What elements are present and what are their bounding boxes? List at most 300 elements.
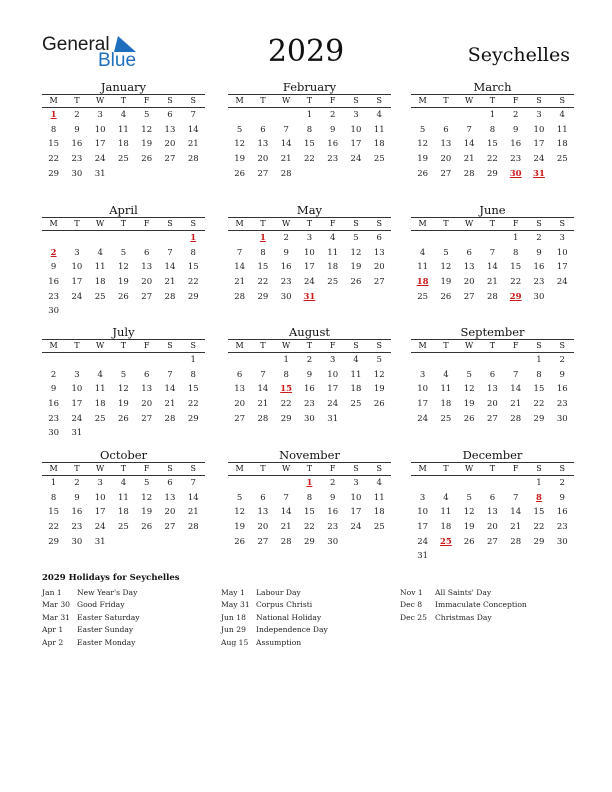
week-row [411,108,574,123]
weekday-label: S [353,464,359,473]
day-cell: 27 [164,154,176,165]
day-cell: 16 [510,139,522,150]
empty-day-cell [321,290,344,305]
day-cell: 1 [489,110,496,120]
month-name: February [282,80,337,94]
weekday-header [228,94,391,108]
day-cell: 3 [419,369,426,380]
week-row [228,108,391,123]
day-cell: 8 [283,369,289,380]
day-cell: 13 [440,139,452,150]
day-cell: 2 [283,233,289,243]
empty-day-cell [112,426,135,441]
day-cell: 13 [164,492,176,503]
day-cell: 6 [167,110,173,120]
day-cell: 9 [512,124,519,135]
month-may [228,203,391,304]
day-cell: 2 [512,110,519,120]
empty-day-cell [89,304,112,319]
day-cell: 18 [373,507,385,518]
holiday-column [400,587,575,624]
day-cell: 15 [187,262,199,273]
day-cell: 3 [97,478,103,488]
day-cell: 14 [510,507,522,518]
holiday-item [221,612,396,624]
day-cell: 25 [350,399,362,410]
weekday-label: T [120,341,127,350]
weekday-label: M [418,464,427,473]
day-cell: 24 [304,277,315,288]
empty-day-cell [368,535,391,550]
day-cell: 16 [48,399,60,410]
empty-day-cell [228,231,251,246]
day-cell: 2 [329,110,336,120]
day-cell: 22 [48,154,60,165]
day-cell: 30 [48,306,60,317]
week-row [228,476,391,491]
day-cell: 1 [512,233,519,243]
day-cell: 26 [234,168,246,179]
day-cell: 11 [440,507,452,518]
day-cell: 12 [118,262,129,273]
week-row [411,397,574,412]
day-cell: 26 [141,522,153,533]
day-cell: 15 [510,262,522,273]
day-cell: 31 [94,536,106,547]
weekday-label: T [489,464,496,473]
day-cell: 23 [556,399,568,410]
empty-day-cell [344,535,367,550]
day-cell: 28 [257,413,269,424]
month-april [42,203,205,319]
day-cell: 9 [74,492,80,503]
day-cell: 20 [487,522,498,533]
weekday-label: F [512,464,519,473]
week-row [228,353,391,368]
week-row [411,137,574,152]
empty-day-cell [504,353,527,368]
weekday-label: T [120,219,127,228]
day-cell: 21 [187,139,199,150]
day-cell: 12 [118,384,129,395]
weekday-label: T [260,464,266,473]
day-cell: 27 [463,291,475,302]
day-cell: 21 [234,277,246,288]
day-cell: 11 [327,247,339,258]
day-cell: 26 [141,154,153,165]
empty-day-cell [551,549,574,564]
day-cell: 4 [97,369,103,380]
week-row [42,290,205,305]
holiday-item [42,624,217,636]
holiday-date: May 1 [221,588,245,597]
holiday-date: May 31 [221,600,250,610]
day-cell: 26 [118,291,129,302]
day-cell: 21 [280,154,292,165]
day-cell: 28 [463,168,475,179]
day-cell: 10 [533,124,545,135]
week-row [411,123,574,138]
day-cell: 2 [329,478,336,488]
holiday-date: Apr 1 [42,625,64,635]
day-cell: 27 [373,277,385,288]
holiday-name: All Saints' Day [435,588,492,597]
day-cell: 16 [327,507,339,518]
weekday-label: F [143,464,150,473]
day-cell: 23 [327,154,339,165]
day-cell: 20 [234,399,246,410]
day-cell: 10 [94,124,106,135]
empty-day-cell [411,353,434,368]
month-june [411,203,574,304]
weekday-label: M [49,464,58,473]
day-cell: 31 [327,413,339,424]
day-cell: 24 [327,399,339,410]
empty-day-cell [298,167,321,182]
day-cell: 8 [50,492,57,503]
day-cell: 12 [234,507,246,518]
year-title: 2029 [267,34,345,69]
empty-day-cell [434,476,457,491]
empty-day-cell [411,476,434,491]
day-cell: 14 [234,262,246,273]
week-row [411,535,574,550]
holiday-day-cell: 1 [259,233,266,243]
day-cell: 16 [533,262,545,273]
day-cell: 25 [94,413,106,424]
empty-day-cell [321,167,344,182]
day-cell: 24 [533,154,545,165]
day-cell: 30 [304,413,315,424]
day-cell: 11 [350,369,362,380]
day-cell: 3 [353,478,359,488]
day-cell: 10 [71,384,83,395]
day-cell: 9 [329,124,336,135]
week-row [228,167,391,182]
day-cell: 30 [48,428,60,439]
day-cell: 22 [187,277,199,288]
weekday-label: S [167,219,173,228]
day-cell: 31 [417,551,429,562]
empty-day-cell [89,426,112,441]
day-cell: 13 [164,124,176,135]
day-cell: 14 [257,384,269,395]
day-cell: 4 [97,247,103,258]
empty-day-cell [275,476,298,491]
week-row [411,549,574,564]
day-cell: 24 [350,154,362,165]
day-cell: 13 [257,507,269,518]
day-cell: 5 [376,355,382,365]
day-cell: 21 [164,277,176,288]
day-cell: 19 [350,262,362,273]
day-cell: 3 [559,233,565,243]
day-cell: 29 [533,413,545,424]
empty-day-cell [368,412,391,427]
week-row [228,290,391,305]
month-july [42,325,205,441]
empty-day-cell [551,167,574,182]
empty-day-cell [158,535,181,550]
logo-general-text: General [42,34,110,55]
day-cell: 4 [419,247,426,258]
weekday-label: S [559,96,565,105]
weekday-label: T [120,464,127,473]
day-cell: 29 [280,413,292,424]
day-cell: 27 [164,522,176,533]
empty-day-cell [458,353,481,368]
day-cell: 13 [141,384,153,395]
day-cell: 5 [443,247,449,258]
day-cell: 7 [489,247,496,258]
weekday-label: T [443,96,449,105]
holiday-date: Apr 2 [42,637,64,647]
day-cell: 26 [463,413,475,424]
day-cell: 25 [118,522,129,533]
month-name: October [99,448,148,462]
day-cell: 17 [327,384,339,395]
empty-day-cell [344,412,367,427]
day-cell: 17 [350,139,362,150]
day-cell: 22 [304,154,315,165]
day-cell: 16 [48,277,60,288]
empty-day-cell [158,167,181,182]
week-row [228,260,391,275]
weekday-label: T [120,96,127,105]
day-cell: 2 [306,355,313,365]
weekday-header [228,217,391,231]
day-cell: 8 [536,369,542,380]
day-cell: 3 [74,369,80,380]
day-cell: 15 [48,139,60,150]
day-cell: 28 [234,291,246,302]
day-cell: 26 [417,168,429,179]
week-row [411,260,574,275]
day-cell: 4 [120,478,127,488]
holiday-name: Corpus Christi [256,600,313,610]
holiday-date: Dec 25 [400,612,427,622]
day-cell: 18 [118,507,129,518]
day-cell: 29 [487,168,498,179]
week-row [228,535,391,550]
month-october [42,448,205,549]
weekday-label: S [190,341,196,350]
empty-day-cell [551,290,574,305]
weekday-label: T [74,464,80,473]
day-cell: 7 [190,110,196,120]
day-cell: 13 [487,384,498,395]
day-cell: 13 [257,139,269,150]
empty-day-cell [112,304,135,319]
empty-day-cell [434,108,457,123]
day-cell: 4 [443,369,449,380]
day-cell: 1 [306,110,313,120]
week-row [411,167,574,182]
weekday-label: T [489,96,496,105]
weekday-header [411,217,574,231]
day-cell: 24 [556,277,568,288]
week-row [42,505,205,520]
empty-day-cell [42,353,65,368]
weekday-label: T [74,219,80,228]
holiday-name: Easter Sunday [77,625,134,635]
day-cell: 8 [190,369,196,380]
day-cell: 19 [373,384,385,395]
day-cell: 11 [118,124,129,135]
day-cell: 17 [417,522,429,533]
day-cell: 23 [48,291,60,302]
day-cell: 25 [373,154,385,165]
holiday-day-cell: 31 [303,291,316,302]
weekday-label: T [306,341,313,350]
day-cell: 23 [327,522,339,533]
weekday-label: M [49,96,58,105]
day-cell: 29 [533,536,545,547]
day-cell: 22 [280,399,292,410]
week-row [411,491,574,506]
holiday-item [221,599,396,611]
day-cell: 28 [487,291,498,302]
day-cell: 5 [236,124,243,135]
month-name: April [109,203,138,217]
week-row [228,382,391,397]
weekday-label: M [235,464,244,473]
day-cell: 15 [48,507,60,518]
day-cell: 24 [417,536,429,547]
day-cell: 16 [327,139,339,150]
day-cell: 16 [71,507,83,518]
empty-day-cell [458,549,481,564]
holiday-column [221,587,396,649]
day-cell: 14 [463,139,475,150]
holiday-item [221,624,396,636]
day-cell: 7 [260,369,266,380]
day-cell: 11 [417,262,429,273]
day-cell: 16 [280,262,292,273]
holiday-name: Labour Day [256,588,301,597]
day-cell: 19 [141,507,153,518]
month-name: July [112,325,135,339]
holiday-date: Jun 29 [221,625,246,635]
day-cell: 18 [440,399,452,410]
holiday-item [42,637,217,649]
day-cell: 4 [353,355,359,365]
empty-day-cell [481,231,504,246]
week-row [42,476,205,491]
day-cell: 17 [94,507,106,518]
day-cell: 10 [417,507,429,518]
day-cell: 6 [143,247,150,258]
week-row [42,412,205,427]
empty-day-cell [112,535,135,550]
holiday-name: National Holiday [256,612,322,622]
day-cell: 28 [280,536,292,547]
day-cell: 23 [510,154,522,165]
holiday-name: Independence Day [256,625,328,635]
month-name: March [473,80,512,94]
week-row [411,520,574,535]
holiday-date: Jun 18 [221,612,246,622]
day-cell: 27 [440,168,452,179]
empty-day-cell [182,304,205,319]
day-cell: 22 [533,399,545,410]
empty-day-cell [112,231,135,246]
day-cell: 24 [71,413,83,424]
day-cell: 4 [559,110,565,120]
empty-day-cell [275,108,298,123]
day-cell: 4 [329,233,336,243]
day-cell: 12 [463,384,475,395]
day-cell: 6 [167,478,173,488]
day-cell: 29 [257,291,269,302]
day-cell: 9 [283,247,289,258]
week-row [42,397,205,412]
day-cell: 17 [417,399,429,410]
day-cell: 15 [533,507,545,518]
day-cell: 24 [350,522,362,533]
day-cell: 12 [234,139,246,150]
weekday-label: S [376,341,382,350]
day-cell: 28 [280,168,292,179]
holiday-day-cell: 18 [416,277,429,288]
empty-day-cell [228,353,251,368]
day-cell: 19 [417,154,429,165]
day-cell: 29 [304,536,315,547]
day-cell: 6 [489,369,496,380]
day-cell: 27 [487,536,498,547]
weekday-label: S [376,96,382,105]
day-cell: 7 [167,247,173,258]
empty-day-cell [65,231,88,246]
day-cell: 7 [167,369,173,380]
holiday-date: Aug 15 [221,637,249,647]
weekday-header [228,462,391,476]
weekday-label: F [329,96,336,105]
empty-day-cell [344,167,367,182]
empty-day-cell [135,426,158,441]
day-cell: 25 [118,154,129,165]
day-cell: 31 [94,168,106,179]
day-cell: 10 [71,262,83,273]
day-cell: 5 [466,369,472,380]
day-cell: 8 [512,247,519,258]
empty-day-cell [89,231,112,246]
weekday-label: T [306,96,313,105]
weekday-label: W [96,219,105,228]
day-cell: 18 [440,522,452,533]
day-cell: 20 [164,139,176,150]
empty-day-cell [65,304,88,319]
day-cell: 24 [94,154,106,165]
day-cell: 10 [350,492,362,503]
holiday-name: Easter Monday [77,637,136,647]
day-cell: 16 [71,139,83,150]
weekday-label: S [559,219,565,228]
day-cell: 23 [533,277,545,288]
day-cell: 28 [510,413,522,424]
empty-day-cell [135,535,158,550]
day-cell: 20 [257,154,269,165]
week-row [42,167,205,182]
empty-day-cell [458,108,481,123]
weekday-label: F [512,96,519,105]
weekday-label: F [143,341,150,350]
day-cell: 22 [510,277,522,288]
day-cell: 30 [556,413,568,424]
day-cell: 15 [304,507,315,518]
day-cell: 5 [120,369,127,380]
day-cell: 5 [466,492,472,503]
